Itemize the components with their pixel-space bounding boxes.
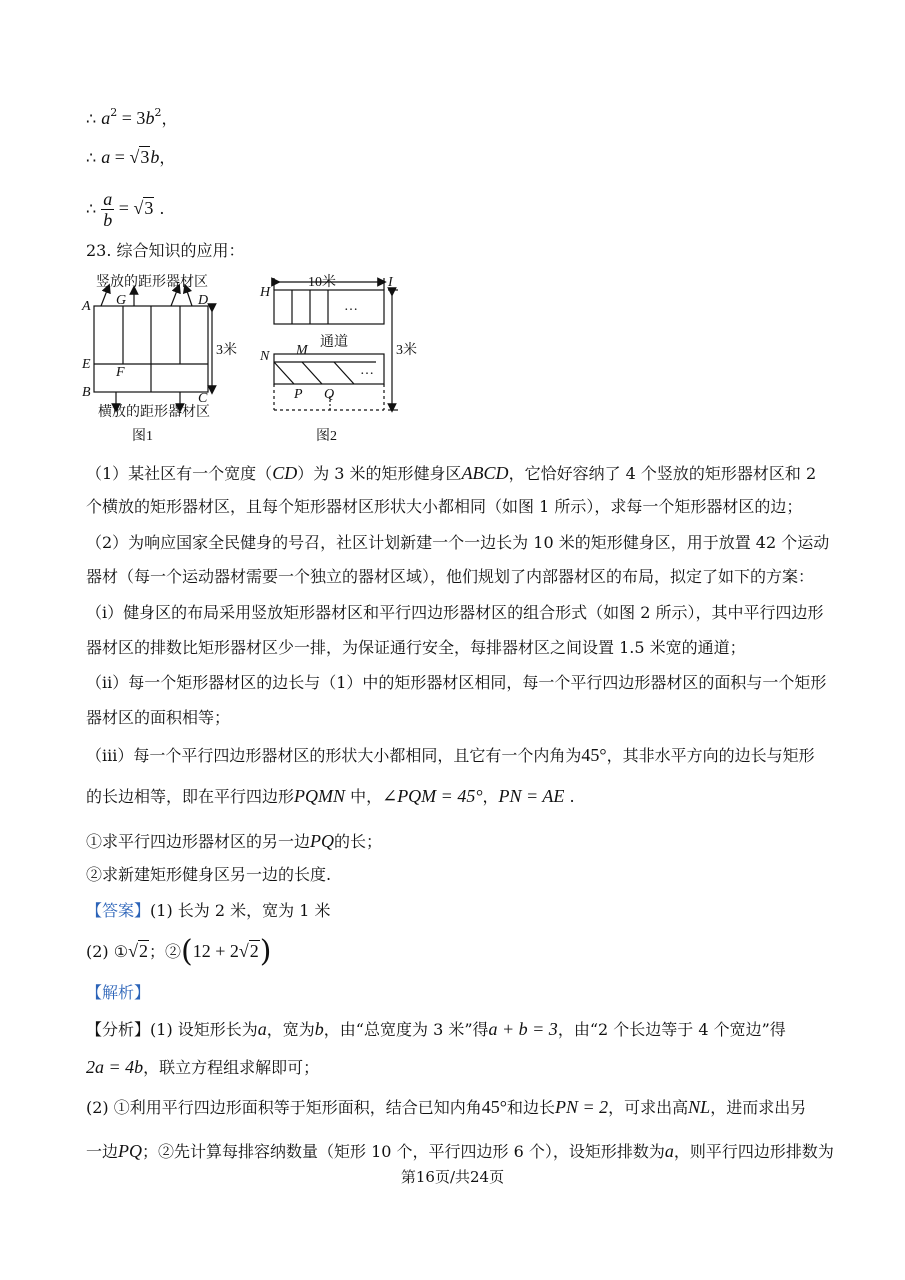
figures — [76, 268, 436, 448]
analysis-line4: 一边PQ；②先计算每排容纳数量（矩形 10 个，平行四边形 6 个），设矩形排数为a，则平行四边形排数为 — [86, 1141, 834, 1161]
q-part1-line2: 个横放的矩形器材区，且每个矩形器材区形状大小都相同（如图 1 所示），求每一个矩形器材区的边； — [86, 497, 803, 516]
sqrt-sign: √ — [238, 941, 249, 961]
fig1-bottom-label: 横放的距形器材区 — [98, 405, 210, 420]
fig2-top-dim: 10米 — [308, 275, 336, 290]
fig1-point-F: F — [116, 365, 125, 380]
derivation-line-1: ∴ $a^2 = 3b^2$， — [86, 106, 178, 128]
analysis-line1: 【分析】(1) 设矩形长为a，宽为b，由“总宽度为 3 米”得a + b = 3，由“2 个长边等于 4 个宽边”得 — [86, 1019, 786, 1039]
fig1-point-G: G — [116, 293, 127, 308]
fig2-channel: 通道 — [320, 335, 348, 350]
fig2-point-H: H — [260, 285, 271, 300]
q-sub2: ②求新建矩形健身区另一边的长度. — [86, 865, 332, 884]
sqrt-sign: √ — [129, 147, 140, 167]
fig2-dim: 3米 — [396, 343, 417, 358]
derivation-line-3: ∴ $\frac{a}{b}$ = √3 . — [86, 189, 165, 230]
q-i-line1: （i）健身区的布局采用竖放矩形器材区和平行四边形器材区的组合形式（如图 2 所示），其中平行四边形 — [86, 603, 824, 622]
fig2-point-I: I — [388, 275, 393, 290]
answer-line2: (2) ①√2；②(12 + 2√2) — [86, 934, 272, 969]
analysis-line2: 2a = 4b，联立方程组求解即可； — [86, 1057, 320, 1077]
q-part2-line1: （2）为响应国家全民健身的号召，社区计划新建一个一边长为 10 米的矩形健身区，用于放置 42 个运动 — [86, 533, 830, 552]
figure-1 — [94, 288, 214, 408]
fig1-caption: 图1 — [132, 429, 153, 444]
question-title: 23. 综合知识的应用： — [86, 241, 245, 260]
q-part2-line2: 器材（每一个运动器材需要一个独立的器材区域），他们规划了内部器材区的布局，拟定了如下的方案： — [86, 567, 815, 586]
fig1-point-A: A — [82, 299, 91, 314]
answer-tag: 【答案】 — [86, 901, 151, 920]
q-sub1: ①求平行四边形器材区的另一边PQ的长； — [86, 831, 383, 851]
analysis-fx-tag: 【分析】 — [86, 1020, 151, 1039]
q-iii-line2: 的长边相等，即在平行四边形PQMN 中，∠PQM = 45°，PN = AE . — [86, 786, 575, 806]
fig2-dots-top: … — [344, 299, 358, 314]
fig1-point-C: C — [198, 391, 208, 406]
sqrt-sign: √ — [128, 941, 138, 961]
answer-line1: 【答案】(1) 长为 2 米，宽为 1 米 — [86, 901, 331, 920]
q-ii-line1: （ii）每一个矩形器材区的边长与（1）中的矩形器材区相同，每一个平行四边形器材区的面积与一个矩形 — [86, 673, 827, 692]
therefore-symbol: ∴ — [86, 199, 97, 218]
analysis-line3: (2) ①利用平行四边形面积等于矩形面积，结合已知内角45°和边长PN = 2，可求出高NL，进而求出另 — [86, 1097, 807, 1117]
fig2-point-Q: Q — [324, 387, 335, 402]
q-part1-line1: （1）某社区有一个宽度（CD）为 3 米的矩形健身区ABCD，它恰好容纳了 4 个竖放的矩形器材区和 2 — [86, 463, 817, 483]
fig1-point-B: B — [82, 385, 91, 400]
derivation-line-2: ∴ a = √3b， — [86, 147, 176, 167]
fig1-top-label: 竖放的距形器材区 — [96, 275, 208, 290]
fig1-point-D: D — [198, 293, 209, 308]
fig2-point-N: N — [260, 349, 270, 364]
fig2-point-M: M — [296, 343, 308, 358]
therefore-symbol: ∴ — [86, 148, 97, 167]
fig2-point-P: P — [294, 387, 303, 402]
figure-2-labels — [259, 273, 417, 444]
fig1-dim: 3米 — [216, 343, 237, 358]
therefore-symbol: ∴ — [86, 109, 97, 128]
sqrt-sign: √ — [133, 198, 144, 218]
q-i-line2: 器材区的排数比矩形器材区少一排，为保证通行安全，每排器材区之间设置 1.5 米宽的通道； — [86, 638, 746, 657]
q-iii-line1: （iii）每一个平行四边形器材区的形状大小都相同，且它有一个内角为45°，其非水平方向的边长与矩形 — [86, 745, 815, 765]
fig2-dots-bottom: … — [360, 363, 374, 378]
fraction: $\frac{a}{b}$ — [103, 189, 113, 230]
fig1-point-E: E — [82, 357, 91, 372]
analysis-tag: 【解析】 — [86, 983, 151, 1002]
fig2-caption: 图2 — [316, 429, 337, 444]
q-ii-line2: 器材区的面积相等； — [86, 708, 231, 727]
page-footer: 第16页/共24页 — [400, 1168, 505, 1186]
